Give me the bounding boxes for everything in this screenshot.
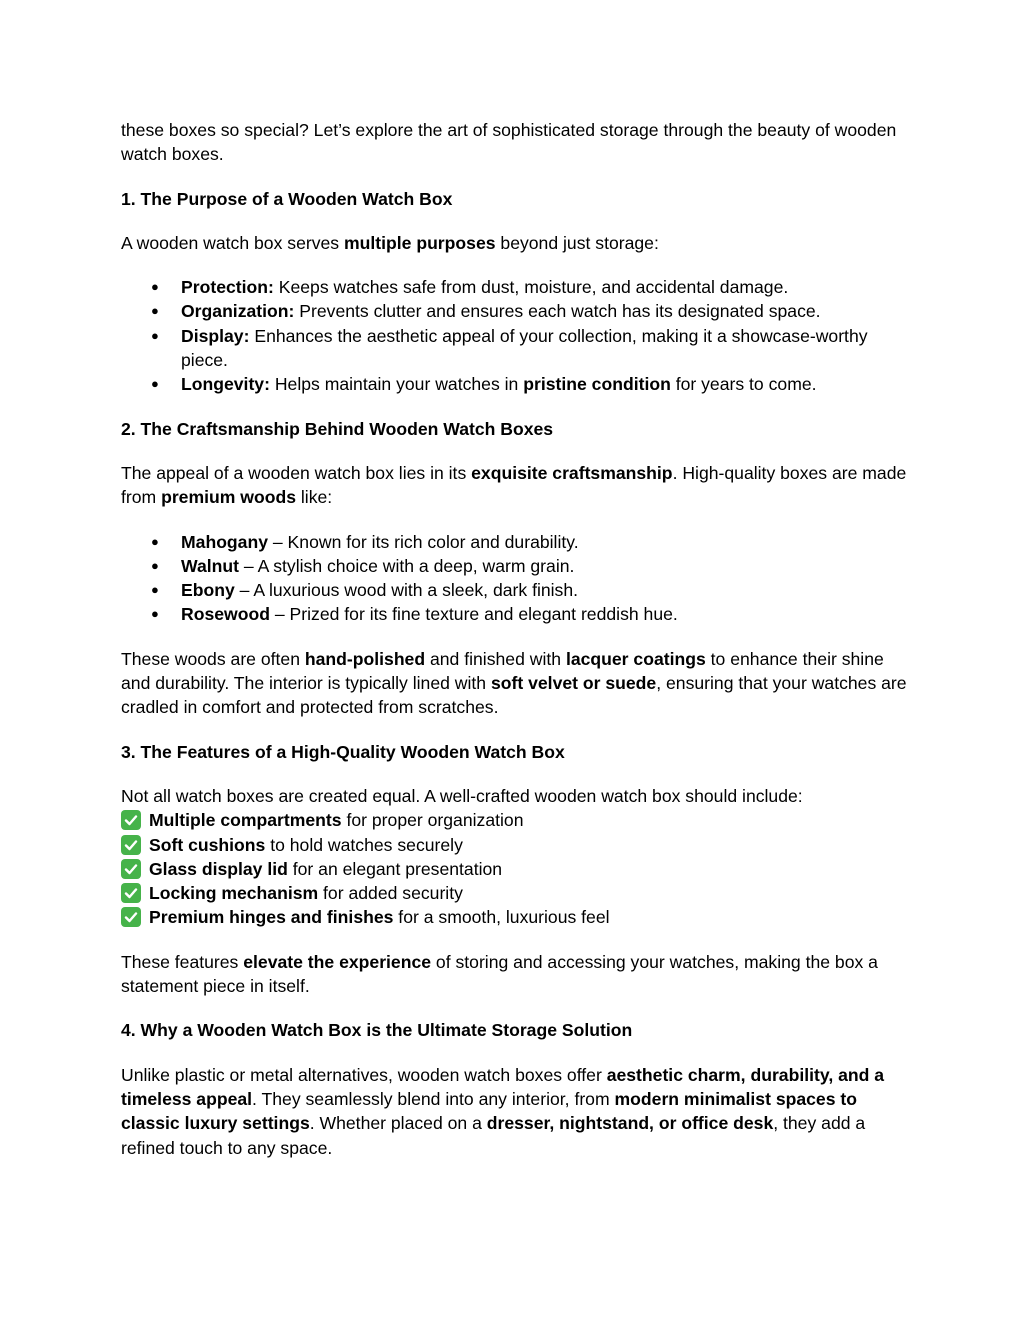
bullet-icon: ● <box>151 606 159 622</box>
bullet-icon: ● <box>151 279 159 295</box>
woods-list <box>121 530 911 627</box>
bullet-icon: ● <box>151 533 159 549</box>
purpose-list <box>121 275 911 396</box>
check-mark-icon <box>121 835 141 855</box>
section-3-paragraph: These features elevate the experience of storing and accessing your watches, making the box a statement piece in itself. <box>121 951 878 997</box>
list-item: Locking mechanism for added security <box>121 881 911 905</box>
list-item: Premium hinges and finishes for a smooth, luxurious feel <box>121 905 911 929</box>
check-mark-icon <box>121 907 141 927</box>
check-mark-icon <box>121 883 141 903</box>
section-1-lead: A wooden watch box serves multiple purposes beyond just storage: <box>121 232 659 253</box>
check-mark-icon <box>121 810 141 830</box>
list-item: ● Mahogany – Known for its rich color and durability. <box>121 530 911 554</box>
list-item: ● Rosewood – Prized for its fine texture and elegant reddish hue. <box>121 602 911 626</box>
intro-paragraph: these boxes so special? Let’s explore the art of sophisticated storage through the beauty of wooden watch boxes. <box>121 120 897 165</box>
bullet-icon: ● <box>151 376 159 392</box>
list-item: Glass display lid for an elegant presentation <box>121 857 911 881</box>
list-item: ● Organization: Prevents clutter and ensures each watch has its designated space. <box>121 299 911 323</box>
list-item: Soft cushions to hold watches securely <box>121 833 911 857</box>
list-item: ● Longevity: Helps maintain your watches in pristine condition for years to come. <box>121 372 911 396</box>
section-2-lead: The appeal of a wooden watch box lies in its exquisite craftsmanship. High-quality boxes are made from premium woods like: <box>121 462 907 508</box>
section-4-heading: 4. Why a Wooden Watch Box is the Ultimate Storage Solution <box>121 1020 633 1041</box>
list-item: ● Protection: Keeps watches safe from dust, moisture, and accidental damage. <box>121 275 911 299</box>
list-item: ● Ebony – A luxurious wood with a sleek, dark finish. <box>121 578 911 602</box>
document-page <box>121 118 911 1180</box>
section-2-paragraph: These woods are often hand-polished and finished with lacquer coatings to enhance their shine and durability. The interior is typically lined with soft velvet or suede, ensuring that your watches are cradled in comfort and protected from scratches. <box>121 648 907 718</box>
section-2-heading: 2. The Craftsmanship Behind Wooden Watch Boxes <box>121 418 554 439</box>
bullet-icon: ● <box>151 303 159 319</box>
section-3-heading: 3. The Features of a High-Quality Wooden Watch Box <box>121 741 565 762</box>
section-1-heading: 1. The Purpose of a Wooden Watch Box <box>121 188 453 209</box>
list-item: Multiple compartments for proper organization <box>121 808 911 832</box>
bullet-icon: ● <box>151 327 159 343</box>
list-item: ● Display: Enhances the aesthetic appeal of your collection, making it a showcase-worthy piece. <box>151 325 868 371</box>
check-mark-icon <box>121 859 141 879</box>
features-checklist <box>121 784 911 930</box>
bullet-icon: ● <box>151 582 159 598</box>
section-4-paragraph: Unlike plastic or metal alternatives, wooden watch boxes offer aesthetic charm, durability, and a timeless appeal. They seamlessly blend into any interior, from modern minimalist spaces to classic luxury settings. Whether placed on a dresser, nightstand, or office desk, they add a refined touch to any space. <box>121 1064 885 1158</box>
checklist-lead: Not all watch boxes are created equal. A well-crafted wooden watch box should include: <box>121 785 803 806</box>
bullet-icon: ● <box>151 557 159 573</box>
list-item: ● Walnut – A stylish choice with a deep, warm grain. <box>121 554 911 578</box>
